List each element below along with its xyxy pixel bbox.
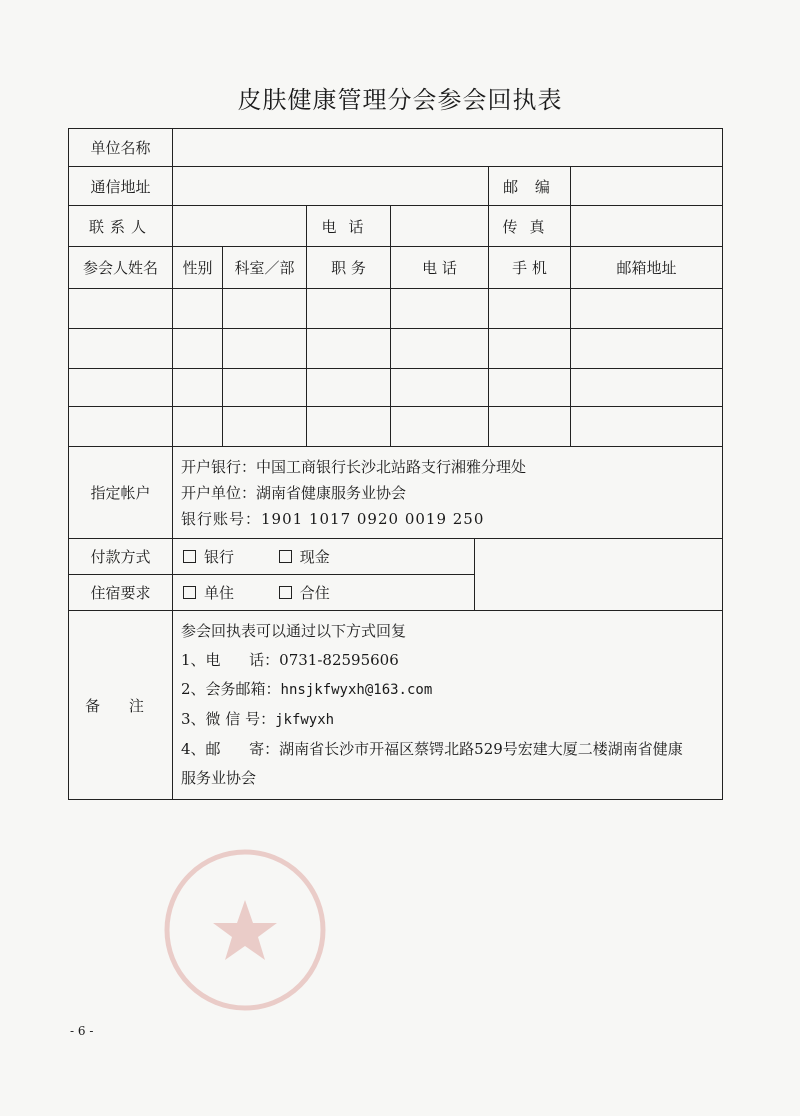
address-label: 通信地址 [69,167,173,206]
attendee-cell[interactable] [571,329,723,369]
attendee-cell[interactable] [307,329,391,369]
table-row [69,329,723,369]
postcode-label: 邮 编 [489,167,571,206]
notes-mail-address: 4、邮 寄：湖南省长沙市开福区蔡锷北路529号宏建大厦二楼湖南省健康 [181,740,683,758]
notes-phone: 1、电 话：0731-82595606 [181,651,399,669]
attendee-cell[interactable] [223,407,307,447]
attendee-cell[interactable] [173,329,223,369]
phone-label: 电话 [307,206,391,247]
account-number: 银行账号：1901 1017 0920 0019 250 [181,509,485,528]
checkbox-icon[interactable] [183,550,196,563]
page-number: - 6 - [70,1024,94,1038]
department-header: 科室／部 [223,247,307,289]
page-title: 皮肤健康管理分会参会回执表 [237,86,563,114]
attendee-cell[interactable] [173,407,223,447]
phone-field[interactable] [391,206,489,247]
unit-name-field[interactable] [173,129,723,167]
fax-field[interactable] [571,206,723,247]
account-details [173,447,723,539]
attendee-cell[interactable] [391,369,489,407]
position-header: 职 务 [307,247,391,289]
notes-label: 备 注 [69,611,173,800]
payment-option-bank[interactable]: 银行 [183,546,234,567]
gender-header: 性别 [173,247,223,289]
attendee-cell[interactable] [571,407,723,447]
account-label: 指定帐户 [69,447,173,539]
attendee-cell[interactable] [223,289,307,329]
attendee-cell[interactable] [307,369,391,407]
attendee-cell[interactable] [489,407,571,447]
fax-label: 传真 [489,206,571,247]
notes-wechat: 3、微 信 号：jkfwyxh [181,710,335,728]
attendee-name-header: 参会人姓名 [69,247,173,289]
attendee-cell[interactable] [69,289,173,329]
mobile-header: 手 机 [489,247,571,289]
attendee-cell[interactable] [223,369,307,407]
notes-address-continuation: 服务业协会 [181,769,257,787]
table-row [69,289,723,329]
table-row [69,369,723,407]
receipt-form [68,128,723,800]
unit-name-label: 单位名称 [69,129,173,167]
postcode-field[interactable] [571,167,723,206]
attendee-cell[interactable] [391,289,489,329]
attendee-cell[interactable] [489,329,571,369]
attendee-cell[interactable] [69,407,173,447]
account-holder: 开户单位：湖南省健康服务业协会 [181,483,407,502]
blank-cell [475,539,723,611]
notes-content [173,611,723,800]
lodging-options [173,575,475,611]
address-field[interactable] [173,167,489,206]
attendee-cell[interactable] [489,369,571,407]
attendee-cell[interactable] [571,289,723,329]
attendee-cell[interactable] [391,407,489,447]
attendee-cell[interactable] [173,289,223,329]
payment-label: 付款方式 [69,539,173,575]
attendee-cell[interactable] [489,289,571,329]
attendee-cell[interactable] [173,369,223,407]
attendee-cell[interactable] [223,329,307,369]
attendee-cell[interactable] [69,329,173,369]
attendee-cell[interactable] [69,369,173,407]
checkbox-icon[interactable] [183,586,196,599]
contact-field[interactable] [173,206,307,247]
attendee-cell[interactable] [391,329,489,369]
attendee-cell[interactable] [307,289,391,329]
checkbox-icon[interactable] [279,550,292,563]
notes-intro: 参会回执表可以通过以下方式回复 [181,622,407,640]
payment-option-cash[interactable]: 现金 [279,546,330,567]
attendee-phone-header: 电 话 [391,247,489,289]
lodging-label: 住宿要求 [69,575,173,611]
seal-star [213,900,277,960]
payment-options [173,539,475,575]
contact-label: 联系人 [69,206,173,247]
table-row [69,407,723,447]
checkbox-icon[interactable] [279,586,292,599]
lodging-option-single[interactable]: 单住 [183,582,234,603]
email-header: 邮箱地址 [571,247,723,289]
bank-name: 开户银行：中国工商银行长沙北站路支行湘雅分理处 [181,457,527,476]
attendee-cell[interactable] [307,407,391,447]
attendee-cell[interactable] [571,369,723,407]
official-seal-icon [160,845,330,1015]
lodging-option-shared[interactable]: 合住 [279,582,330,603]
notes-email: 2、会务邮箱：hnsjkfwyxh@163.com [181,680,433,698]
